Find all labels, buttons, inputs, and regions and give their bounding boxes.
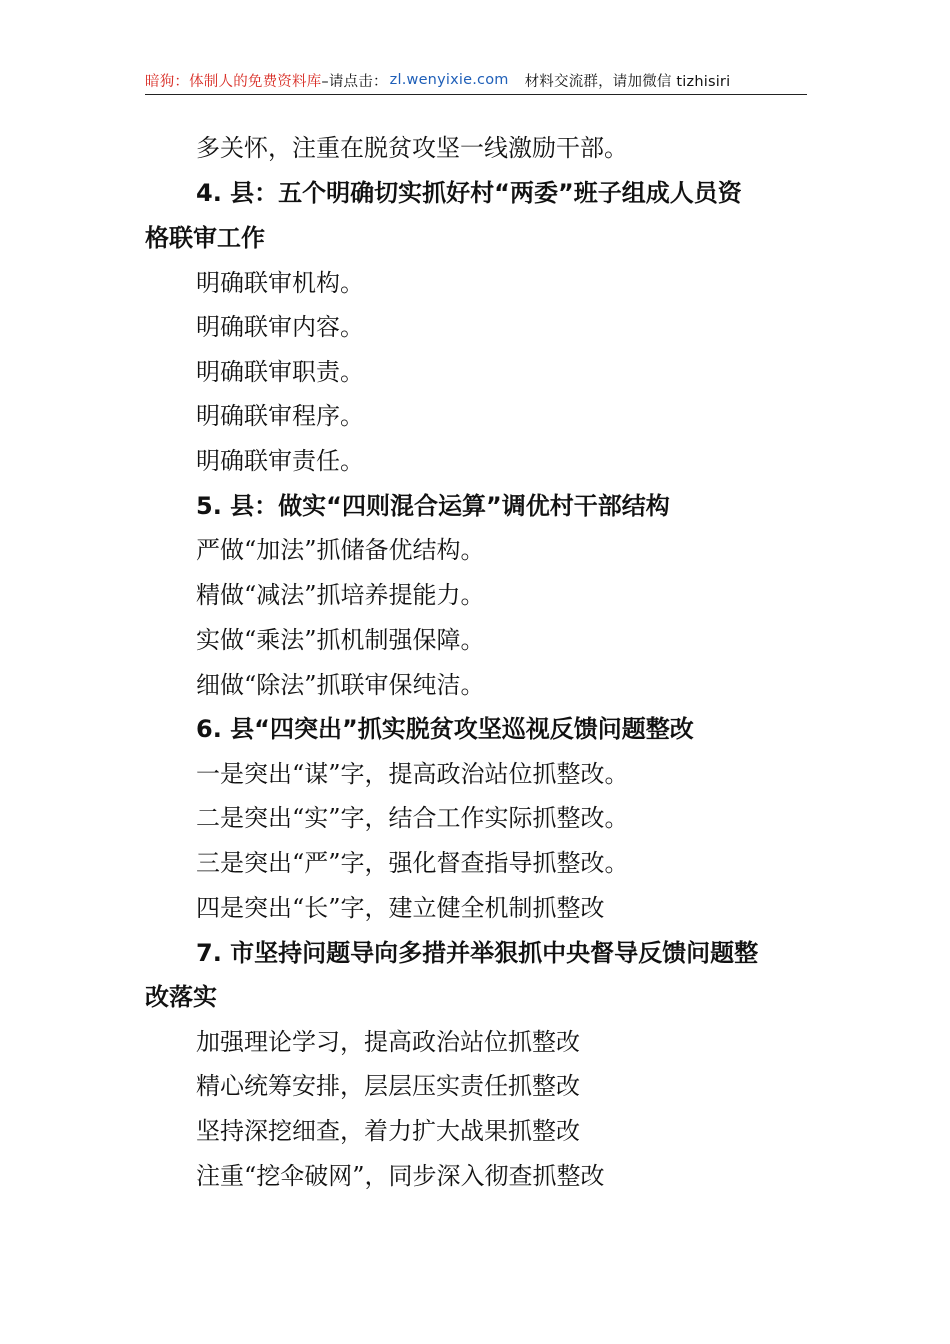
page-header [145, 68, 807, 92]
list-item: 精心统筹安排，层层压实责任抓整改 [196, 1072, 580, 1100]
section-heading-7-cont: 改落实 [145, 983, 217, 1011]
header-wechat-note: 材料交流群，请加微信 tizhisiri [524, 73, 731, 90]
list-item: 二是突出“实”字，结合工作实际抓整改。 [196, 804, 629, 832]
list-item: 明确联审程序。 [196, 402, 364, 430]
list-item: 细做“除法”抓联审保纯洁。 [196, 671, 485, 699]
list-item: 四是突出“长”字，建立健全机制抓整改 [196, 894, 605, 922]
list-item: 明确联审机构。 [196, 269, 364, 297]
list-item: 坚持深挖细查，着力扩大战果抓整改 [196, 1117, 580, 1145]
list-item: 一是突出“谋”字，提高政治站位抓整改。 [196, 760, 629, 788]
section-heading-6: 6. 县“四突出”抓实脱贫攻坚巡视反馈问题整改 [196, 715, 694, 743]
list-item: 明确联审内容。 [196, 313, 364, 341]
section-heading-4-cont: 格联审工作 [145, 224, 265, 252]
list-item: 加强理论学习，提高政治站位抓整改 [196, 1028, 580, 1056]
list-item: 明确联审职责。 [196, 358, 364, 386]
header-link[interactable]: zl.wenyixie.com [389, 72, 509, 88]
section-heading-5: 5. 县：做实“四则混合运算”调优村干部结构 [196, 492, 670, 520]
section-heading-7: 7. 市坚持问题导向多措并举狠抓中央督导反馈问题整 [196, 939, 759, 967]
list-item: 三是突出“严”字，强化督查指导抓整改。 [196, 849, 629, 877]
list-item: 明确联审责任。 [196, 447, 364, 475]
header-site-name: 暗狗：体制人的免费资料库 [145, 73, 322, 90]
list-item: 精做“减法”抓培养提能力。 [196, 581, 485, 609]
list-item: 实做“乘法”抓机制强保障。 [196, 626, 485, 654]
paragraph-line: 多关怀，注重在脱贫攻坚一线激励干部。 [196, 134, 628, 162]
header-click-prompt: –请点击： [321, 73, 388, 90]
list-item: 注重“挖伞破网”，同步深入彻查抓整改 [196, 1162, 605, 1190]
header-divider [145, 94, 807, 95]
section-heading-4: 4. 县：五个明确切实抓好村“两委”班子组成人员资 [196, 179, 742, 207]
list-item: 严做“加法”抓储备优结构。 [196, 536, 485, 564]
